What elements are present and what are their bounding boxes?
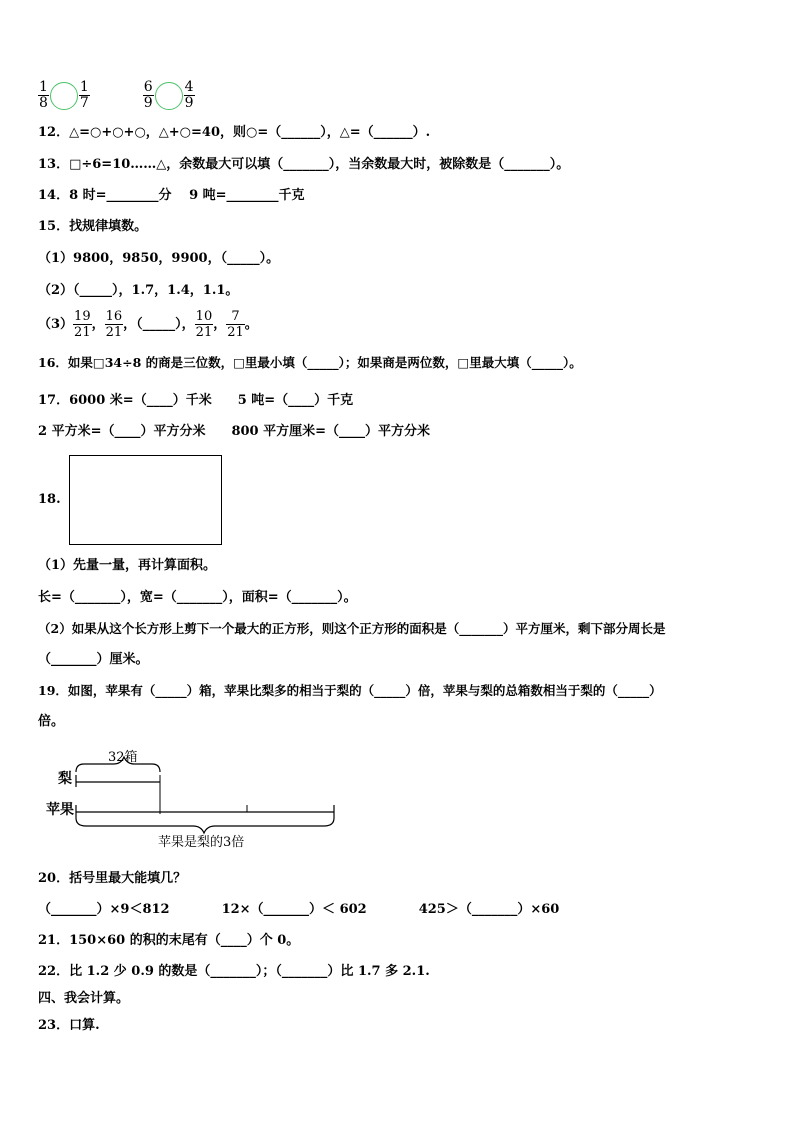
question-15: 15．找规律填数。 <box>38 219 148 234</box>
question-18-line: 长=（_______），宽=（_______），面积=（_______）。 <box>38 590 357 605</box>
pear-label: 梨 <box>58 771 72 787</box>
fraction: $\frac{6}{9}$ <box>143 79 153 111</box>
question-15-1: （1）9800，9850，9900，（_____）。 <box>38 251 280 266</box>
question-22: 22．比 1.2 少 0.9 的数是（_______）；（_______）比 1.7 多 2.1. <box>38 964 430 979</box>
diagram-bottom-label: 苹果是梨的3倍 <box>158 835 245 850</box>
fraction: $\frac{7}{21}$ <box>227 309 244 340</box>
question-18-2b: （_______）厘米。 <box>38 652 149 667</box>
question-12: 12．△=○+○+○，△+○=40，则○=（______），△=（______）. <box>38 125 431 140</box>
question-17a: 17．6000 米=（____）千米 5 吨=（____）千克 <box>38 393 354 408</box>
fraction: $\frac{4}{9}$ <box>184 79 194 111</box>
fraction: $\frac{1}{8}$ <box>39 79 48 111</box>
fraction-compare-row <box>38 80 195 111</box>
fraction: $\frac{19}{21}$ <box>74 309 91 340</box>
fraction: $\frac{1}{7}$ <box>79 79 89 111</box>
segment-diagram <box>38 742 348 852</box>
question-18-2a: （2）如果从这个长方形上剪下一个最大的正方形，则这个正方形的面积是（_______）平方厘米，剩下部分周长是 <box>38 621 666 636</box>
fraction: $\frac{16}{21}$ <box>105 309 123 340</box>
bottom-brace <box>76 818 334 833</box>
question-15-3: （3） $\frac{19}{21}$ ， $\frac{16}{21}$ ，（_____）， $\frac{10}{21}$ ， $\frac{7}{21}$ 。 <box>38 309 258 340</box>
question-16: 16．如果□34÷8 的商是三位数，□里最小填（_____）；如果商是两位数，□里最大填（_____）。 <box>38 355 582 370</box>
question-13: 13．□÷6=10……△，余数最大可以填（_______），当余数最大时，被除数是（_______）。 <box>38 157 570 172</box>
question-19b: 倍。 <box>38 714 65 729</box>
question-14: 14．8 时=________分 9 吨=________千克 <box>38 188 305 203</box>
section-4-heading: 四、我会计算。 <box>38 991 130 1006</box>
question-21: 21．150×60 的积的末尾有（____）个 0。 <box>38 933 300 948</box>
question-20-line: （_______）×9＜812 12×（_______）＜ 602 425＞（_______）×60 <box>38 902 560 917</box>
question-17b: 2 平方米=（____）平方分米 800 平方厘米=（____）平方分米 <box>38 424 431 439</box>
compare-circle-blank[interactable] <box>155 82 183 110</box>
question-23: 23．口算. <box>38 1018 100 1033</box>
compare-circle-blank[interactable] <box>50 82 78 110</box>
question-20: 20．括号里最大能填几？ <box>38 871 187 886</box>
fraction: $\frac{10}{21}$ <box>195 309 213 340</box>
diagram-top-label: 32箱 <box>108 750 138 765</box>
question-19a: 19．如图，苹果有（_____）箱，苹果比梨多的相当于梨的（_____）倍，苹果与梨的总箱数相当于梨的（_____） <box>38 683 662 698</box>
question-15-2: （2）（_____），1.7，1.4，1.1。 <box>38 283 239 298</box>
question-18-1: （1）先量一量，再计算面积。 <box>38 558 217 573</box>
rectangle-figure <box>69 455 222 545</box>
apple-label: 苹果 <box>46 802 74 818</box>
question-18-number: 18. <box>38 492 61 507</box>
